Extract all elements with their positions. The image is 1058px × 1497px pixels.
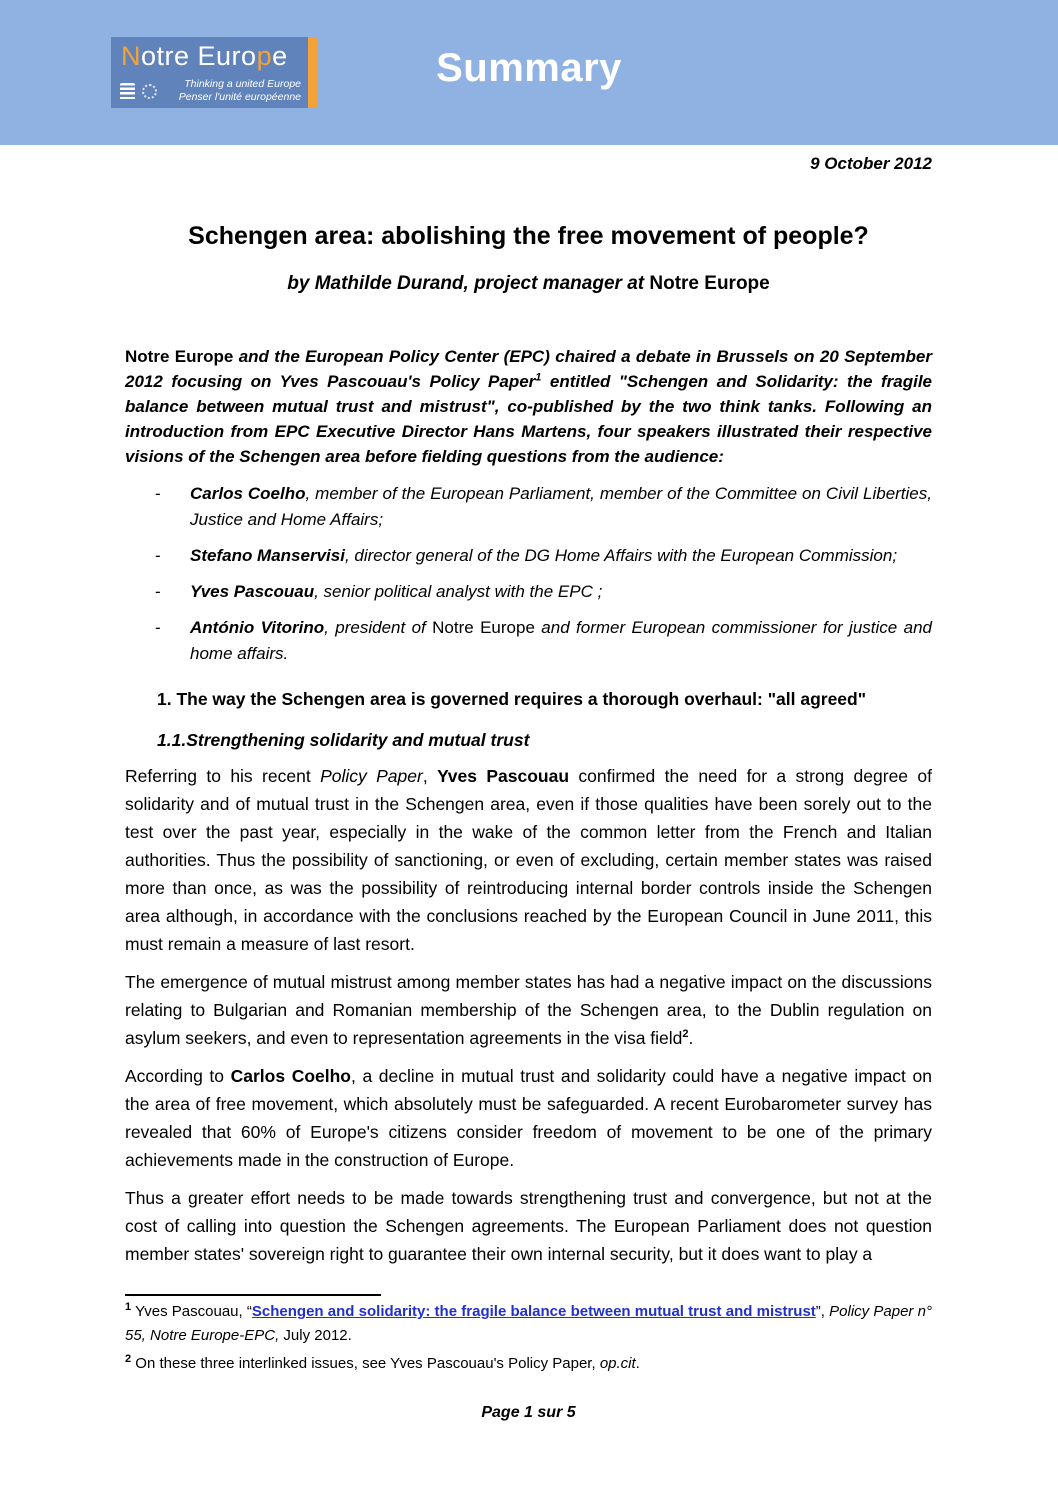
body-paragraph-1	[125, 762, 932, 958]
logo-letters-otre-euro: otre Euro	[141, 41, 257, 71]
logo-letter-e: e	[272, 41, 288, 71]
list-item	[125, 481, 932, 533]
page-number: Page 1 sur 5	[481, 1404, 576, 1421]
speaker-entry	[190, 481, 932, 533]
p3-pre: According to	[125, 1066, 231, 1086]
footnote-2	[125, 1352, 932, 1376]
footnote-1-postquote: ”,	[815, 1303, 830, 1320]
footnote-2-number: 2	[125, 1353, 132, 1365]
body-paragraph-2	[125, 968, 932, 1052]
p3-rest: , a decline in mutual trust and solidarity could have a negative impact on the area of free movement, which absolutely must be safeguarded. A recent Eurobarometer survey has revealed that 60% of Europe's citizens consider freedom of movement to be one of the primary achievements made in the construction of Europe.	[125, 1066, 932, 1170]
subsection-heading: 1.1.Strengthening solidarity and mutual trust	[157, 730, 530, 750]
speaker-name: Yves Pascouau	[190, 582, 315, 601]
tagline-english: Thinking a united Europe	[184, 78, 301, 90]
dash-bullet: -	[155, 618, 161, 637]
byline-brand: Notre Europe	[649, 273, 770, 294]
footnote-ref-1: 1	[535, 371, 542, 384]
footnote-ref-2: 2	[682, 1028, 689, 1041]
speaker-description: , director general of the DG Home Affairs with the European Commission;	[344, 546, 898, 565]
header-band	[0, 0, 1058, 145]
p1-speaker-bold: Yves Pascouau	[437, 766, 570, 786]
p1-rest: confirmed the need for a strong degree of solidarity and of mutual trust in the Schengen area, even if those qualities have been sorely out to the test over the past year, especially in the wake of the common letter from the French and Italian authorities. Thus the possibility of sanctioning, or even of excluding, certain member states was raised more than once, as was the possibility of reintroducing internal border controls inside the Schengen area although, in accordance with the conclusions reached by the European Council in June 2011, this must remain a measure of last resort.	[125, 766, 932, 954]
date-line: 9 October 2012	[810, 154, 932, 173]
footnote-2-opcit: op.cit	[599, 1355, 636, 1372]
list-item	[125, 543, 932, 569]
logo-letter-n: N	[121, 41, 141, 71]
footnote-1-tail: July 2012.	[279, 1327, 352, 1344]
p1-policy-paper: Policy Paper	[320, 766, 423, 786]
speaker-list	[125, 481, 932, 667]
article-title: Schengen area: abolishing the free movement of people?	[188, 222, 869, 250]
footnote-1-pre: Yves Pascouau, “	[131, 1303, 252, 1320]
footnote-separator	[125, 1294, 381, 1296]
section-heading: 1. The way the Schengen area is governed requires a thorough overhaul: "all agreed"	[157, 689, 867, 709]
p1-mid: ,	[422, 766, 438, 786]
speaker-entry	[190, 615, 932, 667]
body-paragraph-3	[125, 1062, 932, 1174]
footnote-1-source-italic: Policy Paper n° 55, Notre Europe-EPC,	[125, 1303, 932, 1344]
dash-bullet: -	[155, 484, 161, 503]
footnote-1-hyperlink[interactable]: Schengen and solidarity: the fragile balance between mutual trust and mistrust	[251, 1303, 816, 1320]
p2-tail: .	[688, 1028, 694, 1048]
intro-part2: entitled "Schengen and Solidarity: the fragile balance between mutual trust and mistrust", co-published by the two think tanks. Following an introduction from EPC Executive Director Hans Martens, four speakers illustrated their respective visions of the Schengen area before fielding questions from the audience:	[125, 372, 933, 466]
footnote-1-number: 1	[125, 1301, 132, 1313]
footnote-2-tail: .	[635, 1355, 640, 1372]
speaker-name: Carlos Coelho	[190, 484, 306, 503]
speaker-entry	[190, 543, 932, 569]
logo-letter-p: p	[256, 41, 273, 71]
list-item	[125, 579, 932, 605]
p3-speaker-bold: Carlos Coelho	[230, 1066, 351, 1086]
dash-bullet: -	[155, 546, 161, 565]
footnote-2-pre: On these three interlinked issues, see Yves Pascouau's Policy Paper,	[131, 1355, 600, 1372]
speaker-name: Stefano Manservisi	[190, 546, 345, 565]
article-byline	[125, 272, 932, 296]
p2-text: The emergence of mutual mistrust among member states has had a negative impact on the discussions relating to Bulgarian and Romanian membership of the Schengen area, to the Dublin regulation on asylum seekers, and even to representation agreements in the visa field	[125, 972, 932, 1048]
intro-part1: and the European Policy Center (EPC) chaired a debate in Brussels on 20 September 2012 focusing on Yves Pascouau's Policy Paper	[125, 347, 932, 391]
list-item	[125, 615, 932, 667]
intro-brand: Notre Europe	[125, 347, 239, 366]
dash-bullet: -	[155, 582, 161, 601]
speaker-brand: Notre Europe	[432, 618, 535, 637]
footnote-1	[125, 1300, 932, 1348]
speaker-description-tail: and former European commissioner for justice and home affairs.	[190, 618, 932, 663]
p1-pre: Referring to his recent	[125, 766, 321, 786]
speaker-name: António Vitorino	[190, 618, 325, 637]
speaker-description: , member of the European Parliament, member of the Committee on Civil Liberties, Justice and Home Affairs;	[190, 484, 932, 529]
body-paragraph-4: Thus a greater effort needs to be made towards strengthening trust and convergence, but not at the cost of calling into question the Schengen agreements. The European Parliament does not question member states' sovereign right to guarantee their own internal security, but it does want to play a	[125, 1188, 932, 1264]
speaker-description: , president of	[324, 618, 433, 637]
document-content	[0, 145, 1058, 1422]
speaker-entry	[190, 579, 932, 605]
tagline-french: Penser l'unité européenne	[178, 90, 301, 103]
speaker-description: , senior political analyst with the EPC ;	[314, 582, 603, 601]
intro-paragraph	[125, 344, 932, 469]
header-summary-title: Summary	[436, 46, 622, 90]
byline-italic: by Mathilde Durand, project manager at	[287, 273, 650, 294]
